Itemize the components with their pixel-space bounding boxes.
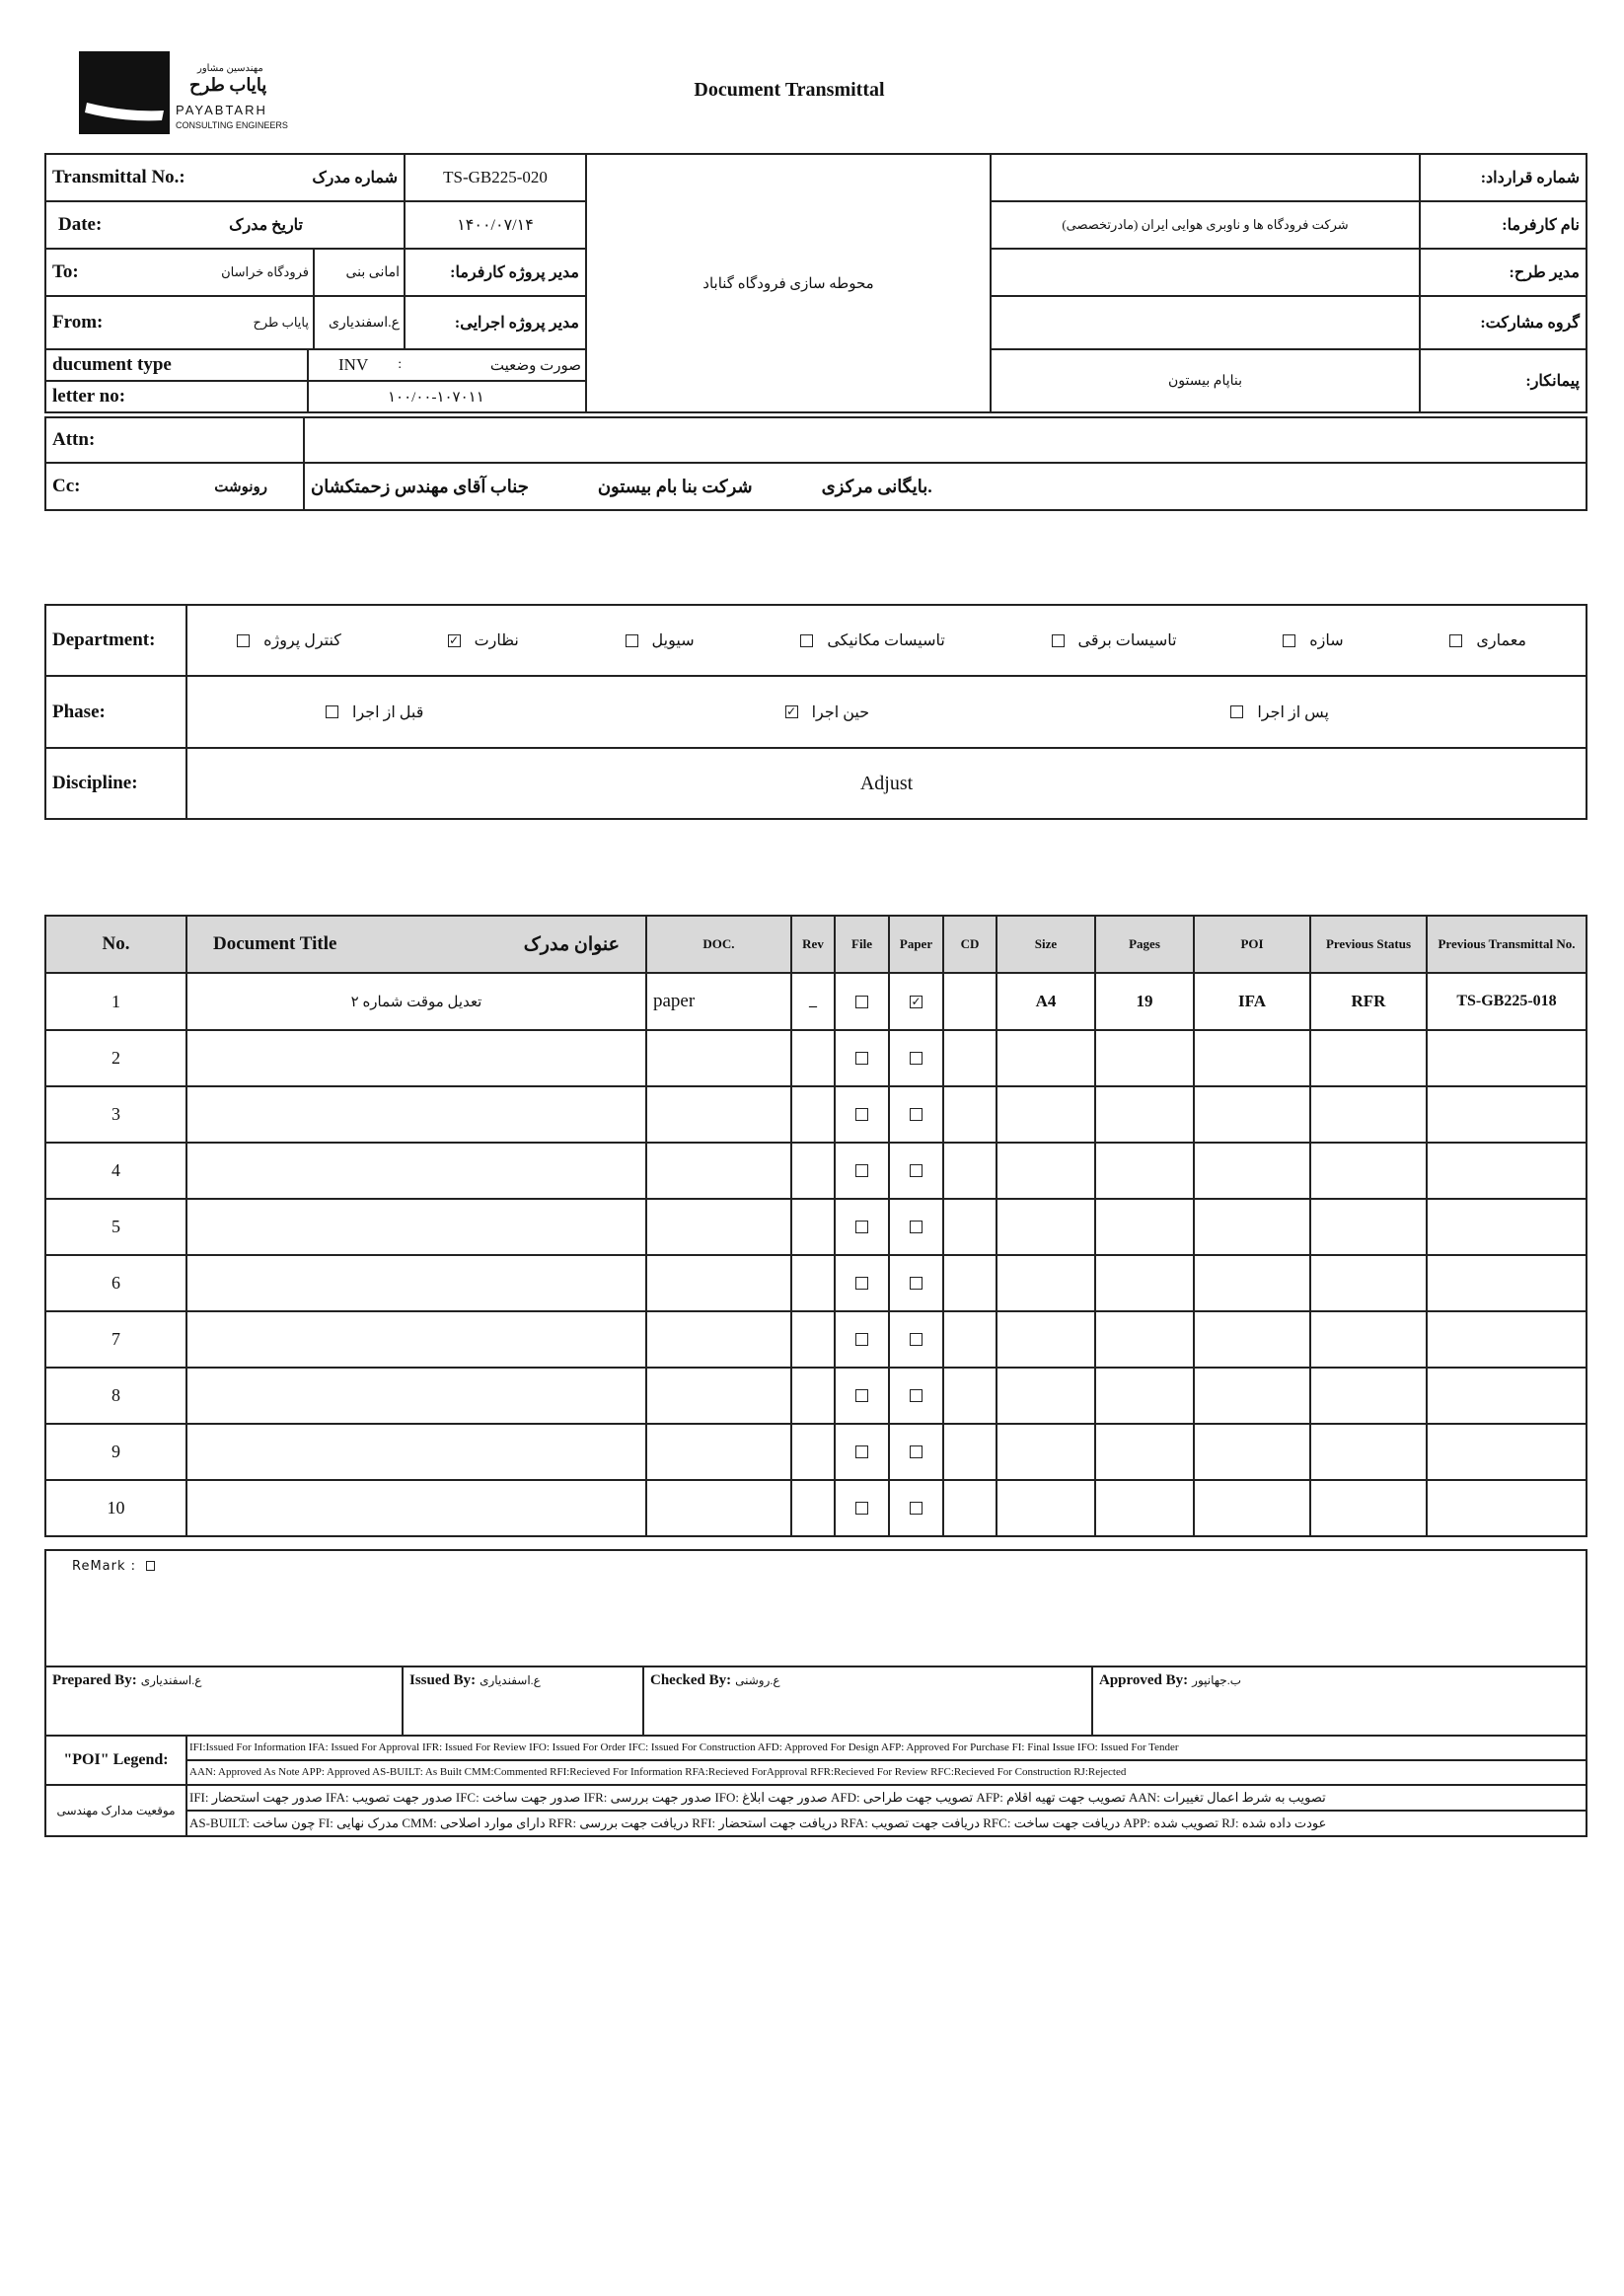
row-title (186, 1311, 646, 1368)
remark-checkbox[interactable] (146, 1561, 155, 1571)
cc-label: Cc: (52, 476, 81, 496)
row-paper (889, 1368, 943, 1424)
row-paper (889, 1143, 943, 1199)
file-checkbox[interactable] (855, 1333, 868, 1346)
partnership-value (991, 296, 1420, 349)
contract-no-label: شماره قرارداد: (1420, 154, 1587, 201)
row-title (186, 1368, 646, 1424)
transmittal-no-label-cell (45, 154, 405, 201)
table-row (45, 1368, 1587, 1424)
date-label: Date: (58, 214, 103, 235)
cc-label-fa: رونوشت (214, 479, 267, 495)
cc-recipient-3: جناب آقای مهندس زحمتکشان (311, 476, 529, 496)
document-table (44, 915, 1587, 1537)
approved-by-cell (1092, 1666, 1587, 1736)
row-title (186, 1086, 646, 1143)
phase-option[interactable] (1230, 703, 1329, 722)
row-size (997, 1480, 1095, 1536)
department-option-label: تاسیسات برقی (1077, 632, 1177, 649)
department-option[interactable] (626, 630, 695, 650)
row-title: تعدیل موقت شماره ۲ (186, 973, 646, 1030)
row-paper (889, 1424, 943, 1480)
row-pages (1095, 1368, 1194, 1424)
discipline-label: Discipline: (45, 748, 186, 819)
prepared-by-label: Prepared By: (52, 1672, 137, 1688)
row-prev-status (1310, 1424, 1427, 1480)
department-option-label: کنترل پروژه (263, 632, 341, 649)
row-paper (889, 1199, 943, 1255)
col-title-fa: عنوان مدرک (523, 933, 620, 955)
table-row (45, 1030, 1587, 1086)
row-paper (889, 1311, 943, 1368)
row-size (997, 1424, 1095, 1480)
row-doc (646, 1199, 791, 1255)
row-no: 3 (45, 1086, 186, 1143)
employer-value: شرکت فرودگاه ها و ناوبری هوایی ایران (مادرتخصصی) (991, 201, 1420, 249)
doc-type-colon: : (398, 357, 403, 372)
approved-by-label: Approved By: (1099, 1672, 1189, 1688)
row-rev (791, 1086, 835, 1143)
phase-option[interactable] (785, 703, 870, 722)
department-checkbox[interactable] (1052, 634, 1065, 647)
row-cd (943, 1199, 997, 1255)
row-rev (791, 1255, 835, 1311)
discipline-value: Adjust (186, 748, 1587, 819)
department-option[interactable] (1052, 630, 1177, 650)
checked-by-cell (643, 1666, 1092, 1736)
row-size (997, 1030, 1095, 1086)
to-name: فرودگاه خراسان (190, 250, 315, 295)
row-no: 4 (45, 1143, 186, 1199)
legend-line-3: IFI: صدور جهت استحضار IFA: صدور جهت تصویب IFC: صدور جهت ساخت IFR: صدور جهت بررسی IFO: صدور جهت ابلاغ AFD: تصویب جهت طراحی AFP: تصویب جهت تهیه اقلام AAN: تصویب به شرط اعمال تغییرات (187, 1786, 1586, 1812)
row-poi (1194, 1143, 1310, 1199)
legend-line-2: AAN: Approved As Note APP: Approved AS-BUILT: As Built CMM:Commented RFI:Recieved For Information RFA:Recieved ForApproval RFR:Recieved For Review RFC:Recieved For Construction RJ:Rejected (189, 1766, 1127, 1778)
row-pages (1095, 1143, 1194, 1199)
col-no: No. (45, 916, 186, 973)
row-rev (791, 1199, 835, 1255)
department-option-label: تاسیسات مکانیکی (827, 632, 945, 649)
paper-checkbox[interactable] (910, 1052, 923, 1065)
row-doc (646, 1086, 791, 1143)
table-row (45, 1255, 1587, 1311)
approved-by-value: ب.جهانپور (1192, 1673, 1242, 1687)
row-no: 10 (45, 1480, 186, 1536)
file-checkbox[interactable] (855, 1108, 868, 1121)
row-size (997, 1143, 1095, 1199)
header-table (44, 153, 1587, 413)
phase-checkbox[interactable] (1230, 705, 1243, 718)
checked-by-label: Checked By: (650, 1672, 732, 1688)
row-file (835, 1368, 889, 1424)
design-manager-value (991, 249, 1420, 296)
phase-option[interactable] (326, 703, 423, 722)
table-row (45, 973, 1587, 1030)
department-option-label: سیویل (651, 632, 695, 649)
col-poi: POI (1194, 916, 1310, 973)
row-prev-transmittal (1427, 1255, 1587, 1311)
department-option[interactable] (1449, 630, 1526, 650)
checked-by-value: ع.روشنی (735, 1673, 780, 1687)
row-paper (889, 1030, 943, 1086)
department-option[interactable] (800, 630, 945, 650)
department-checkbox[interactable] (237, 634, 250, 647)
row-file (835, 973, 889, 1030)
col-file: File (835, 916, 889, 973)
row-rev (791, 1311, 835, 1368)
prepared-by-value: ع.اسفندیاری (140, 1673, 202, 1687)
file-checkbox[interactable] (855, 1164, 868, 1177)
row-cd (943, 973, 997, 1030)
row-rev (791, 1143, 835, 1199)
employer-label: نام کارفرما: (1420, 201, 1587, 249)
col-size: Size (997, 916, 1095, 973)
paper-checkbox[interactable] (910, 1108, 923, 1121)
letter-no: ۱۰۰/۰۰-۱۰۷۰۱۱ (388, 389, 484, 406)
department-option[interactable] (448, 630, 519, 650)
transmittal-no: TS-GB225-020 (405, 154, 586, 201)
row-poi (1194, 1086, 1310, 1143)
attn-value (304, 417, 1587, 463)
department-checkbox[interactable] (1449, 634, 1462, 647)
row-poi (1194, 1368, 1310, 1424)
transmittal-no-label-fa: شماره مدرک (312, 170, 398, 186)
to-cell (45, 249, 405, 296)
department-option[interactable] (237, 630, 341, 650)
row-size: A4 (997, 973, 1095, 1030)
row-rev (791, 1030, 835, 1086)
row-rev: _ (791, 973, 835, 1030)
row-prev-status (1310, 1086, 1427, 1143)
remark-cell (45, 1550, 1587, 1666)
row-prev-transmittal (1427, 1368, 1587, 1424)
department-option-label: سازه (1309, 632, 1344, 649)
issued-by-value: ع.اسفندیاری (480, 1673, 541, 1687)
department-checkbox[interactable] (448, 634, 461, 647)
row-paper (889, 1480, 943, 1536)
row-title (186, 1143, 646, 1199)
doc-type-cell (45, 349, 586, 412)
from-person: ع.اسفندیاری (328, 315, 400, 331)
row-prev-transmittal (1427, 1480, 1587, 1536)
row-title (186, 1255, 646, 1311)
doc-type-label: ducument type (46, 350, 309, 380)
file-checkbox[interactable] (855, 1445, 868, 1458)
row-file (835, 1086, 889, 1143)
paper-checkbox[interactable] (910, 1221, 923, 1233)
row-prev-transmittal (1427, 1424, 1587, 1480)
col-title-en: Document Title (213, 933, 337, 954)
row-file (835, 1199, 889, 1255)
row-doc: paper (646, 973, 791, 1030)
row-doc (646, 1030, 791, 1086)
row-prev-transmittal: TS-GB225-018 (1427, 973, 1587, 1030)
row-file (835, 1480, 889, 1536)
paper-checkbox[interactable] (910, 996, 923, 1008)
row-poi: IFA (1194, 973, 1310, 1030)
phase-checkbox[interactable] (785, 705, 798, 718)
row-doc (646, 1424, 791, 1480)
to-person: امانی بنی (345, 264, 400, 280)
row-file (835, 1424, 889, 1480)
col-pages: Pages (1095, 916, 1194, 973)
partnership-label: گروه مشارکت: (1420, 296, 1587, 349)
phase-options (186, 676, 1587, 748)
to-label: To: (52, 261, 79, 282)
classification-table (44, 604, 1587, 820)
file-checkbox[interactable] (855, 1389, 868, 1402)
col-prev-transmittal: Previous Transmittal No. (1427, 916, 1587, 973)
contract-no-value (991, 154, 1420, 201)
logo-company-fa: پایاب طرح (189, 75, 267, 95)
attn-cc-table (44, 416, 1587, 511)
paper-checkbox[interactable] (910, 1502, 923, 1515)
row-doc (646, 1311, 791, 1368)
row-no: 6 (45, 1255, 186, 1311)
date-label-fa: تاریخ مدرک (229, 217, 303, 234)
transmittal-no-label: Transmittal No.: (52, 167, 185, 187)
department-option-label: معماری (1476, 632, 1526, 649)
table-row (45, 1424, 1587, 1480)
row-pages: 19 (1095, 973, 1194, 1030)
row-prev-transmittal (1427, 1199, 1587, 1255)
department-options (186, 605, 1587, 676)
row-no: 7 (45, 1311, 186, 1368)
col-prev-status: Previous Status (1310, 916, 1427, 973)
file-checkbox[interactable] (855, 1277, 868, 1290)
phase-option-label: پس از اجرا (1257, 704, 1329, 721)
row-pages (1095, 1480, 1194, 1536)
row-file (835, 1255, 889, 1311)
paper-checkbox[interactable] (910, 1164, 923, 1177)
row-poi (1194, 1480, 1310, 1536)
cc-recipients (304, 463, 1587, 510)
paper-checkbox[interactable] (910, 1277, 923, 1290)
row-doc (646, 1368, 791, 1424)
col-paper: Paper (889, 916, 943, 973)
row-poi (1194, 1030, 1310, 1086)
row-prev-transmittal (1427, 1086, 1587, 1143)
file-checkbox[interactable] (855, 996, 868, 1008)
cc-recipient-2: شرکت بنا بام بیستون (597, 476, 753, 496)
row-rev (791, 1424, 835, 1480)
from-label: From: (52, 312, 104, 333)
table-row (45, 1480, 1587, 1536)
row-pages (1095, 1311, 1194, 1368)
row-size (997, 1086, 1095, 1143)
row-cd (943, 1143, 997, 1199)
issued-by-cell (403, 1666, 643, 1736)
row-size (997, 1255, 1095, 1311)
row-prev-status (1310, 1480, 1427, 1536)
doc-type-value: INV (338, 355, 369, 374)
row-cd (943, 1086, 997, 1143)
col-doc: DOC. (646, 916, 791, 973)
design-manager-label: مدیر طرح: (1420, 249, 1587, 296)
phase-option-label: حین اجرا (811, 704, 870, 721)
legend-line-4: AS-BUILT: چون ساخت FI: مدرک نهایی CMM: دارای موارد اصلاحی RFR: دریافت جهت بررسی RFI: دریافت جهت استحضار RFA: دریافت جهت تصویب RFC: دریافت جهت ساخت APP: تصویب شده RJ: عودت داده شده (189, 1815, 1327, 1830)
from-name: پایاب طرح (190, 297, 315, 348)
row-file (835, 1143, 889, 1199)
poi-legend-en (186, 1736, 1587, 1785)
page-title: Document Transmittal (694, 79, 885, 101)
row-poi (1194, 1199, 1310, 1255)
doc-type-fa: صورت وضعیت (489, 357, 581, 374)
row-pages (1095, 1086, 1194, 1143)
row-cd (943, 1311, 997, 1368)
row-prev-status (1310, 1030, 1427, 1086)
department-option[interactable] (1283, 630, 1343, 650)
file-checkbox[interactable] (855, 1052, 868, 1065)
issued-by-label: Issued By: (409, 1672, 477, 1688)
row-doc (646, 1255, 791, 1311)
letter-no-label: letter no: (46, 382, 309, 411)
from-cell (45, 296, 405, 349)
date-label-cell (45, 201, 405, 249)
logo-tagline: مهندسین مشاور (197, 63, 263, 74)
table-row (45, 1199, 1587, 1255)
row-prev-status (1310, 1311, 1427, 1368)
row-doc (646, 1143, 791, 1199)
paper-checkbox[interactable] (910, 1445, 923, 1458)
row-size (997, 1199, 1095, 1255)
row-doc (646, 1480, 791, 1536)
logo (79, 51, 306, 134)
phase-label: Phase: (45, 676, 186, 748)
row-poi (1194, 1311, 1310, 1368)
cc-label-cell (45, 463, 304, 510)
row-no: 8 (45, 1368, 186, 1424)
department-checkbox[interactable] (800, 634, 813, 647)
department-label: Department: (45, 605, 186, 676)
date-value: ۱۴۰۰/۰۷/۱۴ (405, 201, 586, 249)
poi-legend-label-fa: موقعیت مدارک مهندسی (45, 1785, 186, 1836)
row-title (186, 1030, 646, 1086)
row-paper (889, 1255, 943, 1311)
contractor-label: پیمانکار: (1420, 349, 1587, 412)
row-pages (1095, 1030, 1194, 1086)
attn-label: Attn: (45, 417, 304, 463)
row-rev (791, 1480, 835, 1536)
row-no: 1 (45, 973, 186, 1030)
project-name: محوطه سازی فرودگاه گناباد (586, 154, 991, 412)
department-checkbox[interactable] (1283, 634, 1295, 647)
row-no: 2 (45, 1030, 186, 1086)
poi-legend-label: "POI" Legend: (45, 1736, 186, 1785)
table-row (45, 1143, 1587, 1199)
from-role: مدیر پروژه اجرایی: (405, 296, 586, 349)
row-paper (889, 973, 943, 1030)
row-cd (943, 1480, 997, 1536)
row-file (835, 1030, 889, 1086)
poi-legend-fa (186, 1785, 1587, 1836)
contractor-value: بناپام بیستون (991, 349, 1420, 412)
row-size (997, 1311, 1095, 1368)
row-cd (943, 1255, 997, 1311)
col-cd: CD (943, 916, 997, 973)
row-prev-status: RFR (1310, 973, 1427, 1030)
row-title (186, 1424, 646, 1480)
department-checkbox[interactable] (626, 634, 638, 647)
file-checkbox[interactable] (855, 1502, 868, 1515)
row-poi (1194, 1424, 1310, 1480)
remark-label: ReMark : (72, 1559, 137, 1574)
row-cd (943, 1368, 997, 1424)
footer-table (44, 1549, 1587, 1837)
row-title (186, 1480, 646, 1536)
phase-checkbox[interactable] (326, 705, 338, 718)
row-title (186, 1199, 646, 1255)
file-checkbox[interactable] (855, 1221, 868, 1233)
legend-line-1: IFI:Issued For Information IFA: Issued For Approval IFR: Issued For Review IFO: Issued For Order IFC: Issued For Construction AFD: Approved For Design AFP: Approved For Purchase FI: Final Issue IFO: Issued For Tender (187, 1737, 1586, 1761)
row-cd (943, 1424, 997, 1480)
table-row (45, 1086, 1587, 1143)
row-cd (943, 1030, 997, 1086)
prepared-by-cell (45, 1666, 403, 1736)
logo-subtitle-en: CONSULTING ENGINEERS (176, 120, 288, 130)
department-option-label: نظارت (474, 632, 519, 649)
row-size (997, 1368, 1095, 1424)
row-prev-status (1310, 1255, 1427, 1311)
row-prev-transmittal (1427, 1030, 1587, 1086)
row-rev (791, 1368, 835, 1424)
logo-mark-icon (79, 51, 170, 134)
row-prev-status (1310, 1199, 1427, 1255)
row-prev-transmittal (1427, 1311, 1587, 1368)
col-title (186, 916, 646, 973)
row-pages (1095, 1255, 1194, 1311)
row-prev-status (1310, 1368, 1427, 1424)
row-file (835, 1311, 889, 1368)
row-prev-status (1310, 1143, 1427, 1199)
row-prev-transmittal (1427, 1143, 1587, 1199)
paper-checkbox[interactable] (910, 1333, 923, 1346)
to-role: مدیر پروژه کارفرما: (405, 249, 586, 296)
row-pages (1095, 1424, 1194, 1480)
row-no: 9 (45, 1424, 186, 1480)
row-pages (1095, 1199, 1194, 1255)
paper-checkbox[interactable] (910, 1389, 923, 1402)
table-row (45, 1311, 1587, 1368)
row-paper (889, 1086, 943, 1143)
col-rev: Rev (791, 916, 835, 973)
cc-recipient-1: .بایگانی مرکزی (821, 476, 932, 496)
phase-option-label: قبل از اجرا (352, 704, 424, 721)
row-poi (1194, 1255, 1310, 1311)
logo-company-en: PAYABTARH (176, 103, 267, 117)
row-no: 5 (45, 1199, 186, 1255)
